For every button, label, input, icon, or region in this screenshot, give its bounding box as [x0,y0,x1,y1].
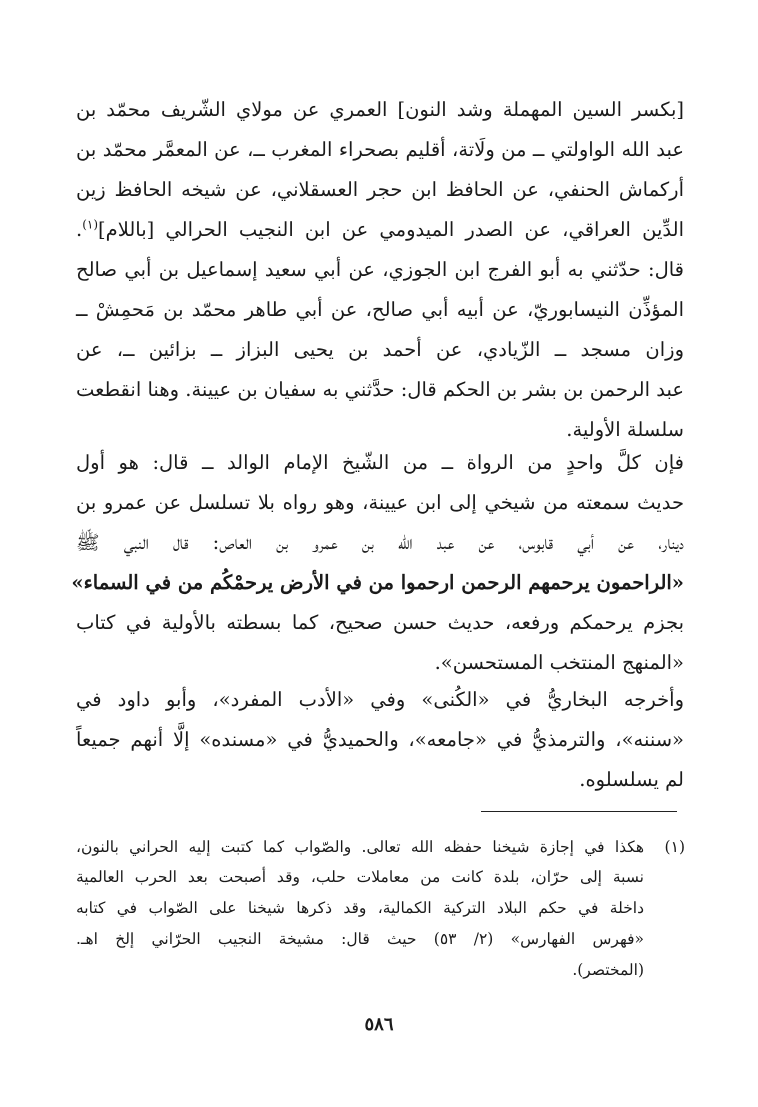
paragraph-3 [76,680,684,800]
text-line: عبد الله الواولتي ــ من ولَاتة، أقليم بصحراء المغرب ــ، عن المعمَّر محمّد بن [76,138,684,161]
text-line: دينار، عن أبي قابوس، عن عبد الله بن عمرو بن العاص: قال النبي ﷺ [76,531,684,554]
footnote-separator [481,811,677,812]
footnote-line: هكذا في إجازة شيخنا حفظه الله تعالى. والصّواب كما كتبت إليه الحراني بالنون، [76,838,644,856]
footnote-number: (١) [664,838,685,856]
footnote-line: داخلة في حكم البلاد التركية الكمالية، وقد ذكرها شيخنا على الصّواب في كتابه [76,899,644,917]
text-line: لم يسلسلوه. [579,768,684,791]
footnote-line: (المختصر). [572,961,644,979]
text-line: المؤذِّن النيسابوريّ، عن أبيه أبي صالح، عن أبي طاهر محمّد بن مَحمِشْ ــ [76,298,684,321]
text-line-body: الدِّين العراقي، عن الصدر الميدومي عن ابن النجيب الحرالي [باللام] [98,218,684,241]
text-line: أركماش الحنفي، عن الحافظ ابن حجر العسقلاني، عن شيخه الحافظ زين [76,178,684,201]
footnote-line: نسبة إلى حرّان، بلدة كانت من معاملات حلب، وقد أصبحت بعد الحرب العالمية [76,868,644,886]
page-number: ٥٨٦ [364,1014,394,1035]
text-line: عبد الرحمن بن بشر بن الحكم قال: حدَّثني به سفيان بن عيينة. وهنا انقطعت [76,378,684,401]
text-line: «سننه»، والترمذيُّ في «جامعه»، والحميديُّ في «مسنده» إلَّا أنهم جميعاً [76,728,684,751]
hadith-quote-line: «الراحمون يرحمهم الرحمن ارحموا من في الأرض يرحمْكُم من في السماء» [71,571,684,594]
text-line: وأخرجه البخاريُّ في «الكُنى» وفي «الأدب المفرد»، وأبو داود في [76,688,684,711]
text-line: «المنهج المنتخب المستحسن». [434,651,684,674]
text-line-with-footnote-ref [76,210,684,250]
text-line: سلسلة الأولية. [566,418,684,441]
footnote-line: «فهرس الفهارس» (٢/ ٥٣) حيث قال: مشيخة النجيب الحرّاني إلخ اهـ. [76,930,644,948]
text-line: بجزم يرحمكم ورفعه، حديث حسن صحيح، كما بسطته بالأولية في كتاب [76,611,684,634]
text-line: فإن كلَّ واحدٍ من الرواة ــ من الشّيخ الإمام الوالد ــ قال: هو أول [76,451,684,474]
line-end-period: . [76,218,83,241]
paragraph-2 [71,443,684,683]
text-line: حديث سمعته من شيخي إلى ابن عيينة، وهو رواه بلا تسلسل عن عمرو بن [76,491,684,514]
text-line: قال: حدّثني به أبو الفرج ابن الجوزي، عن أبي سعيد إسماعيل بن أبي صالح [76,258,684,281]
text-line: وزان مسجد ــ الزّيادي، عن أحمد بن يحيى البزاز ــ بزائين ــ، عن [76,338,684,361]
paragraph-1 [76,90,684,460]
text-line: [بكسر السين المهملة وشد النون] العمري عن مولاي الشّريف محمّد بن [76,98,684,121]
footnote-reference[interactable]: (١) [82,217,99,232]
